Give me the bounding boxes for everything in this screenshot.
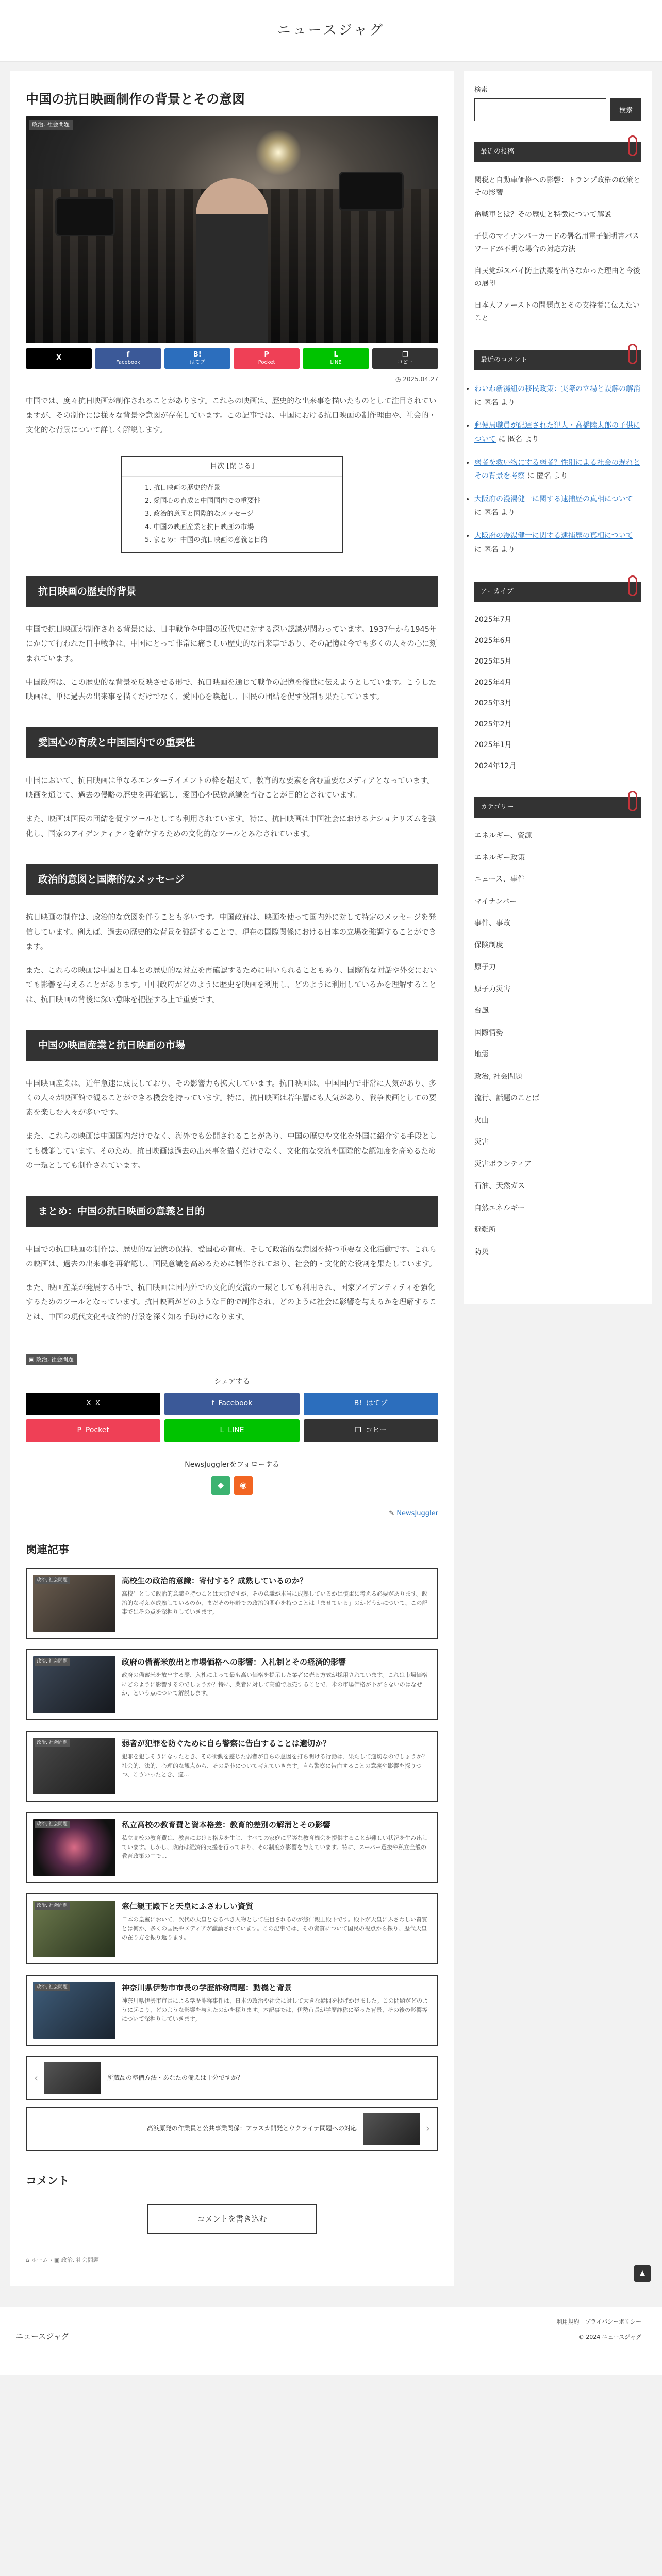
recent-comment-link[interactable]: 郵便局職員が配達された犯人・高橋陸太郎の子供について: [474, 421, 640, 444]
related-category: 政治, 社会問題: [35, 1577, 70, 1584]
category-item[interactable]: 自然エネルギー: [474, 1204, 525, 1212]
search-input[interactable]: [474, 98, 606, 121]
widget-title: [474, 797, 641, 818]
home-icon: ⌂: [26, 2257, 31, 2264]
feedly-icon[interactable]: ◆: [211, 1476, 230, 1495]
share-copy-button[interactable]: [372, 348, 438, 369]
share-label: Pocket: [258, 360, 275, 366]
hatena-icon: B!: [354, 1399, 362, 1408]
recent-post-item[interactable]: 子供のマイナンバーカードの署名用電子証明書パスワードが不明な場合の対応方法: [474, 232, 639, 253]
prev-post-thumbnail: [44, 2062, 101, 2094]
share-buttons-top: [26, 348, 438, 369]
recent-comment-item: [474, 378, 641, 414]
intro-paragraph: 中国では、度々抗日映画が制作されることがあります。これらの映画は、歴史的な出来事を描いたものとして注目されていますが、その制作には様々な背景や意図が存在しています。この記事では、中国における抗日映画の制作理由や、社会的・文化的な背景について詳しく解説します。: [26, 397, 437, 435]
related-category: 政治, 社会問題: [35, 1902, 70, 1910]
share-label: はてブ: [189, 360, 205, 366]
related-item-title: 高校生の政治的意識：寄付する？成熟しているのか？: [122, 1575, 308, 1585]
breadcrumb: [26, 2255, 438, 2265]
section-paragraph: また、映画は国民の団結を促すツールとしても利用されています。特に、抗日映画は中国社会におけるナショナリズムを強化し、国家のアイデンティティを確立するための文化的なツールとみなされています。: [26, 815, 436, 838]
widget-title-text: 最近のコメント: [481, 356, 528, 364]
section-paragraph: 中国政府は、この歴史的な背景を反映させる形で、抗日映画を通じて戦争の記憶を後世に伝えようとしています。こうした映画は、単に過去の出来事を描くだけでなく、愛国心を喚起し、国民の団結を促す役割も果たしています。: [26, 678, 437, 702]
breadcrumb-category[interactable]: 政治, 社会問題: [61, 2257, 99, 2264]
copy-icon: ❐: [355, 1426, 361, 1435]
article-title: 中国の抗日映画制作の背景とその意図: [26, 92, 245, 107]
table-of-contents: [121, 456, 343, 553]
related-item-title: 政府の備蓄米放出と市場価格への影響：入札制とその経済的影響: [122, 1657, 346, 1667]
toc-item[interactable]: 3. 政治的意図と国際的なメッセージ: [145, 510, 254, 518]
spotlight: [255, 129, 302, 176]
share-label: Facebook: [115, 360, 140, 366]
toc-item[interactable]: 4. 中国の映画産業と抗日映画の市場: [145, 523, 254, 531]
follow-section: [26, 1459, 438, 1495]
article-body: [26, 394, 438, 1325]
toc-item[interactable]: 5. まとめ：中国の抗日映画の意義と目的: [145, 536, 268, 545]
category-item[interactable]: マイナンバー: [474, 897, 517, 906]
archive-item[interactable]: 2025年6月: [474, 636, 512, 645]
prev-post-link[interactable]: [26, 2056, 438, 2100]
paperclip-icon: [628, 344, 637, 364]
section-paragraph: 中国での抗日映画の制作は、歴史的な記憶の保持、愛国心の育成、そして政治的な意図を持つ重要な文化活動です。これらの映画は、過去の出来事を再確認し、国民意識を高めるために制作されており、社会的・文化的な役割を果たしています。: [26, 1245, 437, 1268]
category-item[interactable]: 国際情勢: [474, 1028, 503, 1037]
comment-author: に 匿名 より: [474, 398, 515, 407]
section-paragraph: 中国映画産業は、近年急速に成長しており、その影響力も拡大しています。抗日映画は、中国国内で非常に人気があり、多くの人々が映画館で観ることができる機会を持っています。特に、抗日映画は若年層にも人気があり、戦争映画としての要素を楽しむ人々が多いです。: [26, 1079, 437, 1117]
archive-item[interactable]: 2025年1月: [474, 741, 512, 750]
x-icon: X: [56, 354, 62, 362]
related-item[interactable]: [26, 1975, 438, 2046]
recent-comment-item: [474, 524, 641, 561]
related-item-excerpt: 神奈川県伊勢市市長による学歴詐称事件は、日本の政治や社会に対して大きな疑問を投げかけました。この問題がどのように起こり、どのような影響を与えたのかを探ります。本記事では、伊勢市長が学歴詐称に至った背景、その後の影響等について深掘りしていきます。: [122, 1997, 428, 2023]
share-label: Facebook: [218, 1399, 253, 1408]
archive-widget: [474, 582, 641, 776]
archive-item[interactable]: 2024年12月: [474, 761, 517, 770]
article-tag[interactable]: [26, 1354, 77, 1365]
archive-item[interactable]: 2025年5月: [474, 657, 512, 666]
search-widget: [474, 84, 641, 121]
related-item-title: 窓仁親王殿下と天皇にふさわしい資質: [122, 1901, 254, 1911]
archive-item[interactable]: 2025年7月: [474, 616, 512, 624]
widget-title: [474, 350, 641, 370]
comment-author: に 匿名 より: [498, 435, 539, 444]
site-footer: [0, 2269, 662, 2375]
recent-comment-item: [474, 488, 641, 524]
breadcrumb-home[interactable]: ホーム: [31, 2257, 48, 2264]
recent-comment-link[interactable]: 大阪府の漫湯健一に関する逮捕歴の真相について: [474, 495, 633, 503]
share-label: コピー: [365, 1426, 387, 1435]
recent-post-item[interactable]: 亀戦車とは？その歴史と特徴について解説: [474, 210, 611, 219]
section-paragraph: また、これらの映画は中国国内だけでなく、海外でも公開されることがあり、中国の歴史や文化を外国に紹介する手段としても機能しています。そのため、抗日映画は過去の出来事を描くだけでなく、文化的な交流や国際的な認知度を高めるための一環としても制作されています。: [26, 1132, 437, 1170]
category-item[interactable]: 防災: [474, 1247, 489, 1256]
comment-section: [26, 2172, 438, 2235]
recent-comment-item: [474, 451, 641, 488]
camera-shape: [57, 199, 113, 235]
footer-links[interactable]: 利用規約 プライバシーポリシー: [556, 2318, 641, 2325]
related-thumbnail: [33, 1575, 115, 1632]
related-thumbnail: [33, 1982, 115, 2039]
category-item[interactable]: ニュース、事件: [474, 875, 525, 884]
section-heading: 中国の映画産業と抗日映画の市場: [26, 1030, 438, 1061]
share-title: シェアする: [214, 1378, 250, 1386]
share-buttons-bottom: [26, 1376, 438, 1442]
related-item-title: 神奈川県伊勢市市長の学歴詐称問題：動機と背景: [122, 1982, 292, 1992]
share-line-button[interactable]: [303, 348, 369, 369]
category-item[interactable]: 原子力災害: [474, 985, 510, 993]
comment-author: に 匿名 より: [474, 509, 515, 517]
x-icon: X: [86, 1399, 91, 1408]
category-item[interactable]: 原子力: [474, 963, 496, 972]
next-post-thumbnail: [363, 2113, 420, 2145]
category-widget: [474, 797, 641, 1263]
search-label: 検索: [474, 86, 488, 94]
section-heading: 愛国心の育成と中国国内での重要性: [26, 727, 438, 758]
related-thumbnail: [33, 1656, 115, 1713]
related-item-excerpt: 政府の備蓄米を放出する際、入札によって最も高い価格を提示した業者に売る方式が採用されています。これは市場価格にどのように影響するのでしょうか？特に、業者に対して高値で販売することで、米の市場価格が下がらないのはなぜか、という点について解説します。: [122, 1672, 428, 1697]
category-item[interactable]: 政治, 社会問題: [474, 1072, 522, 1081]
scroll-to-top-button[interactable]: [634, 2265, 651, 2282]
related-thumbnail: [33, 1738, 115, 1794]
chevron-left-icon: ‹: [34, 2072, 38, 2084]
paperclip-icon: [628, 791, 637, 811]
footer-site-name[interactable]: ニュースジャグ: [15, 2331, 69, 2341]
category-item[interactable]: 地震: [474, 1050, 489, 1059]
related-title: 関連記事: [26, 1543, 69, 1556]
comment-author: に 匿名 より: [474, 545, 515, 554]
share-label: LINE: [228, 1426, 244, 1435]
section-paragraph: 中国で抗日映画が制作される背景には、日中戦争や中国の近代史に対する深い認識が関わっています。1937年から1945年にかけて行われた日中戦争は、中国にとって非常に痛ましい歴史的な出来事であり、その記憶は今でも多くの人々の心に刻まれています。: [26, 625, 437, 663]
follow-title: NewsJugglerをフォローする: [185, 1460, 279, 1469]
site-header: [0, 0, 662, 62]
post-date-text: 2025.04.27: [403, 375, 438, 383]
category-item[interactable]: 火山: [474, 1116, 489, 1125]
pocket-icon: P: [264, 350, 269, 359]
category-item[interactable]: 石油、天然ガス: [474, 1182, 525, 1191]
next-post-title: 高浜原発の作業員と公共事業関係：アラスカ開発とウクライナ問題への対応: [146, 2125, 357, 2132]
category-item[interactable]: 保険制度: [474, 941, 503, 950]
section-heading: 政治的意図と国際的なメッセージ: [26, 864, 438, 895]
related-item-title: 弱者が犯罪を防ぐために自ら警察に告白することは適切か？: [122, 1738, 331, 1748]
related-articles: [26, 1540, 438, 2151]
article-tag-label: 政治, 社会問題: [36, 1355, 74, 1363]
share-label: はてブ: [366, 1399, 388, 1408]
breadcrumb-separator: › ▣: [49, 2257, 61, 2264]
site-logo[interactable]: ニュースジャグ: [277, 22, 385, 38]
recent-comment-link[interactable]: わいわ新潟組の移民政策：実際の立場と誤解の解消: [474, 385, 640, 394]
category-item[interactable]: 避難所: [474, 1226, 496, 1234]
share-facebook-button[interactable]: [95, 348, 161, 369]
arrow-up-icon: ▲: [639, 2269, 646, 2278]
archive-item[interactable]: 2025年4月: [474, 678, 512, 687]
post-date: [26, 374, 438, 385]
sidebar: [464, 71, 652, 1304]
section-paragraph: また、これらの映画は中国と日本との歴史的な対立を再確認するために用いられることもあり、国際的な対話や外交においても影響を与えることがあります。中国政府がどのように歴史を映画を利用し、どのように利用しているかを理解することは、抗日映画の背後に深い意味を把握する上で重要です。: [26, 967, 437, 1004]
section-paragraph: また、映画産業が発展する中で、抗日映画は国内外での文化的交流の一環としても利用され、国家アイデンティティを強化するためのツールとなっています。抗日映画がどのような目的で制作され、どのように社会に影響を与えるかを理解することは、中国の現代文化や政治的背景を深く知る手助けになります。: [26, 1284, 437, 1321]
related-thumbnail: [33, 1901, 115, 1957]
share-label: Pocket: [85, 1426, 109, 1435]
related-item-title: 私立高校の教育費と資本格差：教育的差別の解消とその影響: [122, 1820, 331, 1829]
folder-icon: ▣: [29, 1355, 36, 1363]
widget-title-text: カテゴリー: [481, 803, 514, 811]
archive-item[interactable]: 2025年3月: [474, 699, 512, 708]
comment-title: コメント: [26, 2174, 69, 2187]
related-item[interactable]: [26, 1812, 438, 1883]
category-item[interactable]: 事件、事故: [474, 919, 510, 928]
share-label: LINE: [330, 360, 342, 366]
toc-title[interactable]: 目次 [閉じる]: [122, 457, 342, 477]
widget-title: [474, 142, 641, 162]
share-line-button[interactable]: [164, 1419, 299, 1442]
category-label[interactable]: 政治, 社会問題: [29, 120, 73, 130]
category-item[interactable]: エネルギー政策: [474, 853, 525, 862]
related-item[interactable]: [26, 1731, 438, 1802]
write-comment-button[interactable]: コメントを書き込む: [147, 2204, 317, 2234]
category-item[interactable]: 災害: [474, 1138, 489, 1147]
category-item[interactable]: 災害ボランティア: [474, 1160, 532, 1168]
share-x-button[interactable]: [26, 348, 92, 369]
related-item[interactable]: [26, 1649, 438, 1720]
related-item-excerpt: 私立高校の教育費は、教育における格差を生じ、すべての家庭に平等な教育機会を提供することが難しい状況を生み出しています。しかし、政府は経済的支援を行っており、その制度が影響を与えています。特に、スーパー選抜や私立全般の教育政策の中で...: [122, 1835, 428, 1860]
related-item-excerpt: 高校生として政治的意識を持つことは大切ですが、その意識が本当に成熟しているかは慎重に考える必要があります。政治的な考えが成熟しているのか、まだその年齢での政治的関心を持つことは「ませている」のかどうかについて、この記事ではその点を深掘りしていきます。: [122, 1590, 428, 1616]
paperclip-icon: [628, 135, 637, 156]
search-button[interactable]: 検索: [610, 98, 641, 121]
main-content: [10, 71, 454, 2286]
widget-title-text: アーカイブ: [481, 588, 514, 596]
share-label: X: [95, 1399, 101, 1408]
next-post-link[interactable]: [26, 2107, 438, 2151]
facebook-icon: f: [211, 1399, 214, 1408]
article: [26, 90, 438, 1520]
related-category: 政治, 社会問題: [35, 1984, 70, 1991]
eyecatch-image: [26, 116, 438, 343]
recent-post-item[interactable]: 関税と自動車価格への影響：トランプ政権の政策とその影響: [474, 176, 640, 197]
related-item[interactable]: [26, 1893, 438, 1964]
archive-item[interactable]: 2025年2月: [474, 720, 512, 728]
related-item-excerpt: 日本の皇室において、次代の天皇となるべき人物として注目されるのが悠仁親王殿下です。殿下が天皇にふさわしい資質とは何か、多くの国民やメディアが議論されています。この記事では、その資質について国民の視点から探り、歴代天皇の在り方を振り返ります。: [122, 1916, 427, 1941]
recent-posts-widget: [474, 142, 641, 330]
copy-icon: ❐: [402, 350, 408, 359]
share-pocket-button[interactable]: [26, 1419, 160, 1442]
speaker-figure: [196, 178, 268, 343]
section-heading: まとめ：中国の抗日映画の意義と目的: [26, 1196, 438, 1227]
pocket-icon: P: [77, 1426, 81, 1435]
widget-title-text: 最近の投稿: [481, 147, 515, 156]
recent-comments-widget: [474, 350, 641, 561]
share-facebook-button[interactable]: [164, 1393, 299, 1415]
line-icon: L: [220, 1426, 224, 1435]
chevron-right-icon: ›: [426, 2122, 430, 2135]
rss-icon[interactable]: ◉: [234, 1476, 253, 1495]
category-item[interactable]: エネルギー、資源: [474, 832, 532, 840]
widget-title: [474, 582, 641, 602]
toc-item[interactable]: 1. 抗日映画の歴史的背景: [145, 484, 221, 492]
share-hatena-button[interactable]: [164, 348, 230, 369]
line-icon: L: [334, 350, 338, 359]
section-paragraph: 抗日映画の制作は、政治的な意図を伴うことも多いです。中国政府は、映画を使って国内外に対して特定のメッセージを発信しています。例えば、過去の歴史的な背景を強調することで、現在の国際関係における日本の立場を強調することができます。: [26, 913, 437, 951]
toc-item[interactable]: 2. 愛国心の育成と中国国内での重要性: [145, 497, 261, 505]
paperclip-icon: [628, 575, 637, 596]
section-paragraph: 中国において、抗日映画は単なるエンターテイメントの枠を超えて、教育的な要素を含む重要なメディアとなっています。映画を通じて、過去の侵略の歴史を再確認し、愛国心や民族意識を育むことが目的とされています。: [26, 776, 435, 800]
pen-icon: ✎: [389, 1510, 397, 1518]
comment-author: に 匿名 より: [527, 472, 568, 481]
camera-shape: [340, 173, 402, 209]
recent-comment-link[interactable]: 弱者を救い物にする弱者？性別による社会の遅れとその背景を考察: [474, 458, 640, 481]
category-item[interactable]: 台風: [474, 1007, 489, 1015]
share-pocket-button[interactable]: [234, 348, 300, 369]
hatena-icon: B!: [193, 350, 202, 359]
share-hatena-button[interactable]: [304, 1393, 438, 1415]
related-item[interactable]: [26, 1568, 438, 1639]
related-item-excerpt: 犯罪を犯しそうになったとき、その衝動を感じた弱者が自らの意図を打ち明ける行動は、果たして適切なのでしょうか？社会的、法的、心理的な観点から、その是非について考えていきます。自ら警察に告白することの意義や影響を探りつつ、こういったとき、適...: [122, 1753, 428, 1778]
share-x-button[interactable]: [26, 1393, 160, 1415]
author-link[interactable]: NewsJuggler: [396, 1510, 438, 1518]
category-item[interactable]: 流行、話題のことば: [474, 1094, 539, 1103]
section-heading: 抗日映画の歴史的背景: [26, 576, 438, 607]
prev-post-title: 所蔵品の準備方法・あなたの備えは十分ですか？: [107, 2074, 244, 2082]
share-copy-button[interactable]: [304, 1419, 438, 1442]
share-label: コピー: [398, 360, 413, 366]
related-category: 政治, 社会問題: [35, 1658, 70, 1666]
related-thumbnail: [33, 1819, 115, 1876]
author-box: [26, 1508, 438, 1520]
recent-comment-item: [474, 414, 641, 451]
footer-copyright: © 2024 ニュースジャグ: [578, 2333, 641, 2341]
recent-post-item[interactable]: 自民党がスパイ防止法案を出さなかった理由と今後の展望: [474, 267, 640, 288]
recent-comment-link[interactable]: 大阪府の漫湯健一に関する逮捕歴の真相について: [474, 532, 633, 540]
related-category: 政治, 社会問題: [35, 1821, 70, 1828]
related-category: 政治, 社会問題: [35, 1739, 70, 1747]
recent-post-item[interactable]: 日本人ファーストの問題点とその支持者に伝えたいこと: [474, 301, 640, 323]
facebook-icon: f: [126, 350, 130, 359]
clock-icon: ◷: [395, 375, 403, 383]
